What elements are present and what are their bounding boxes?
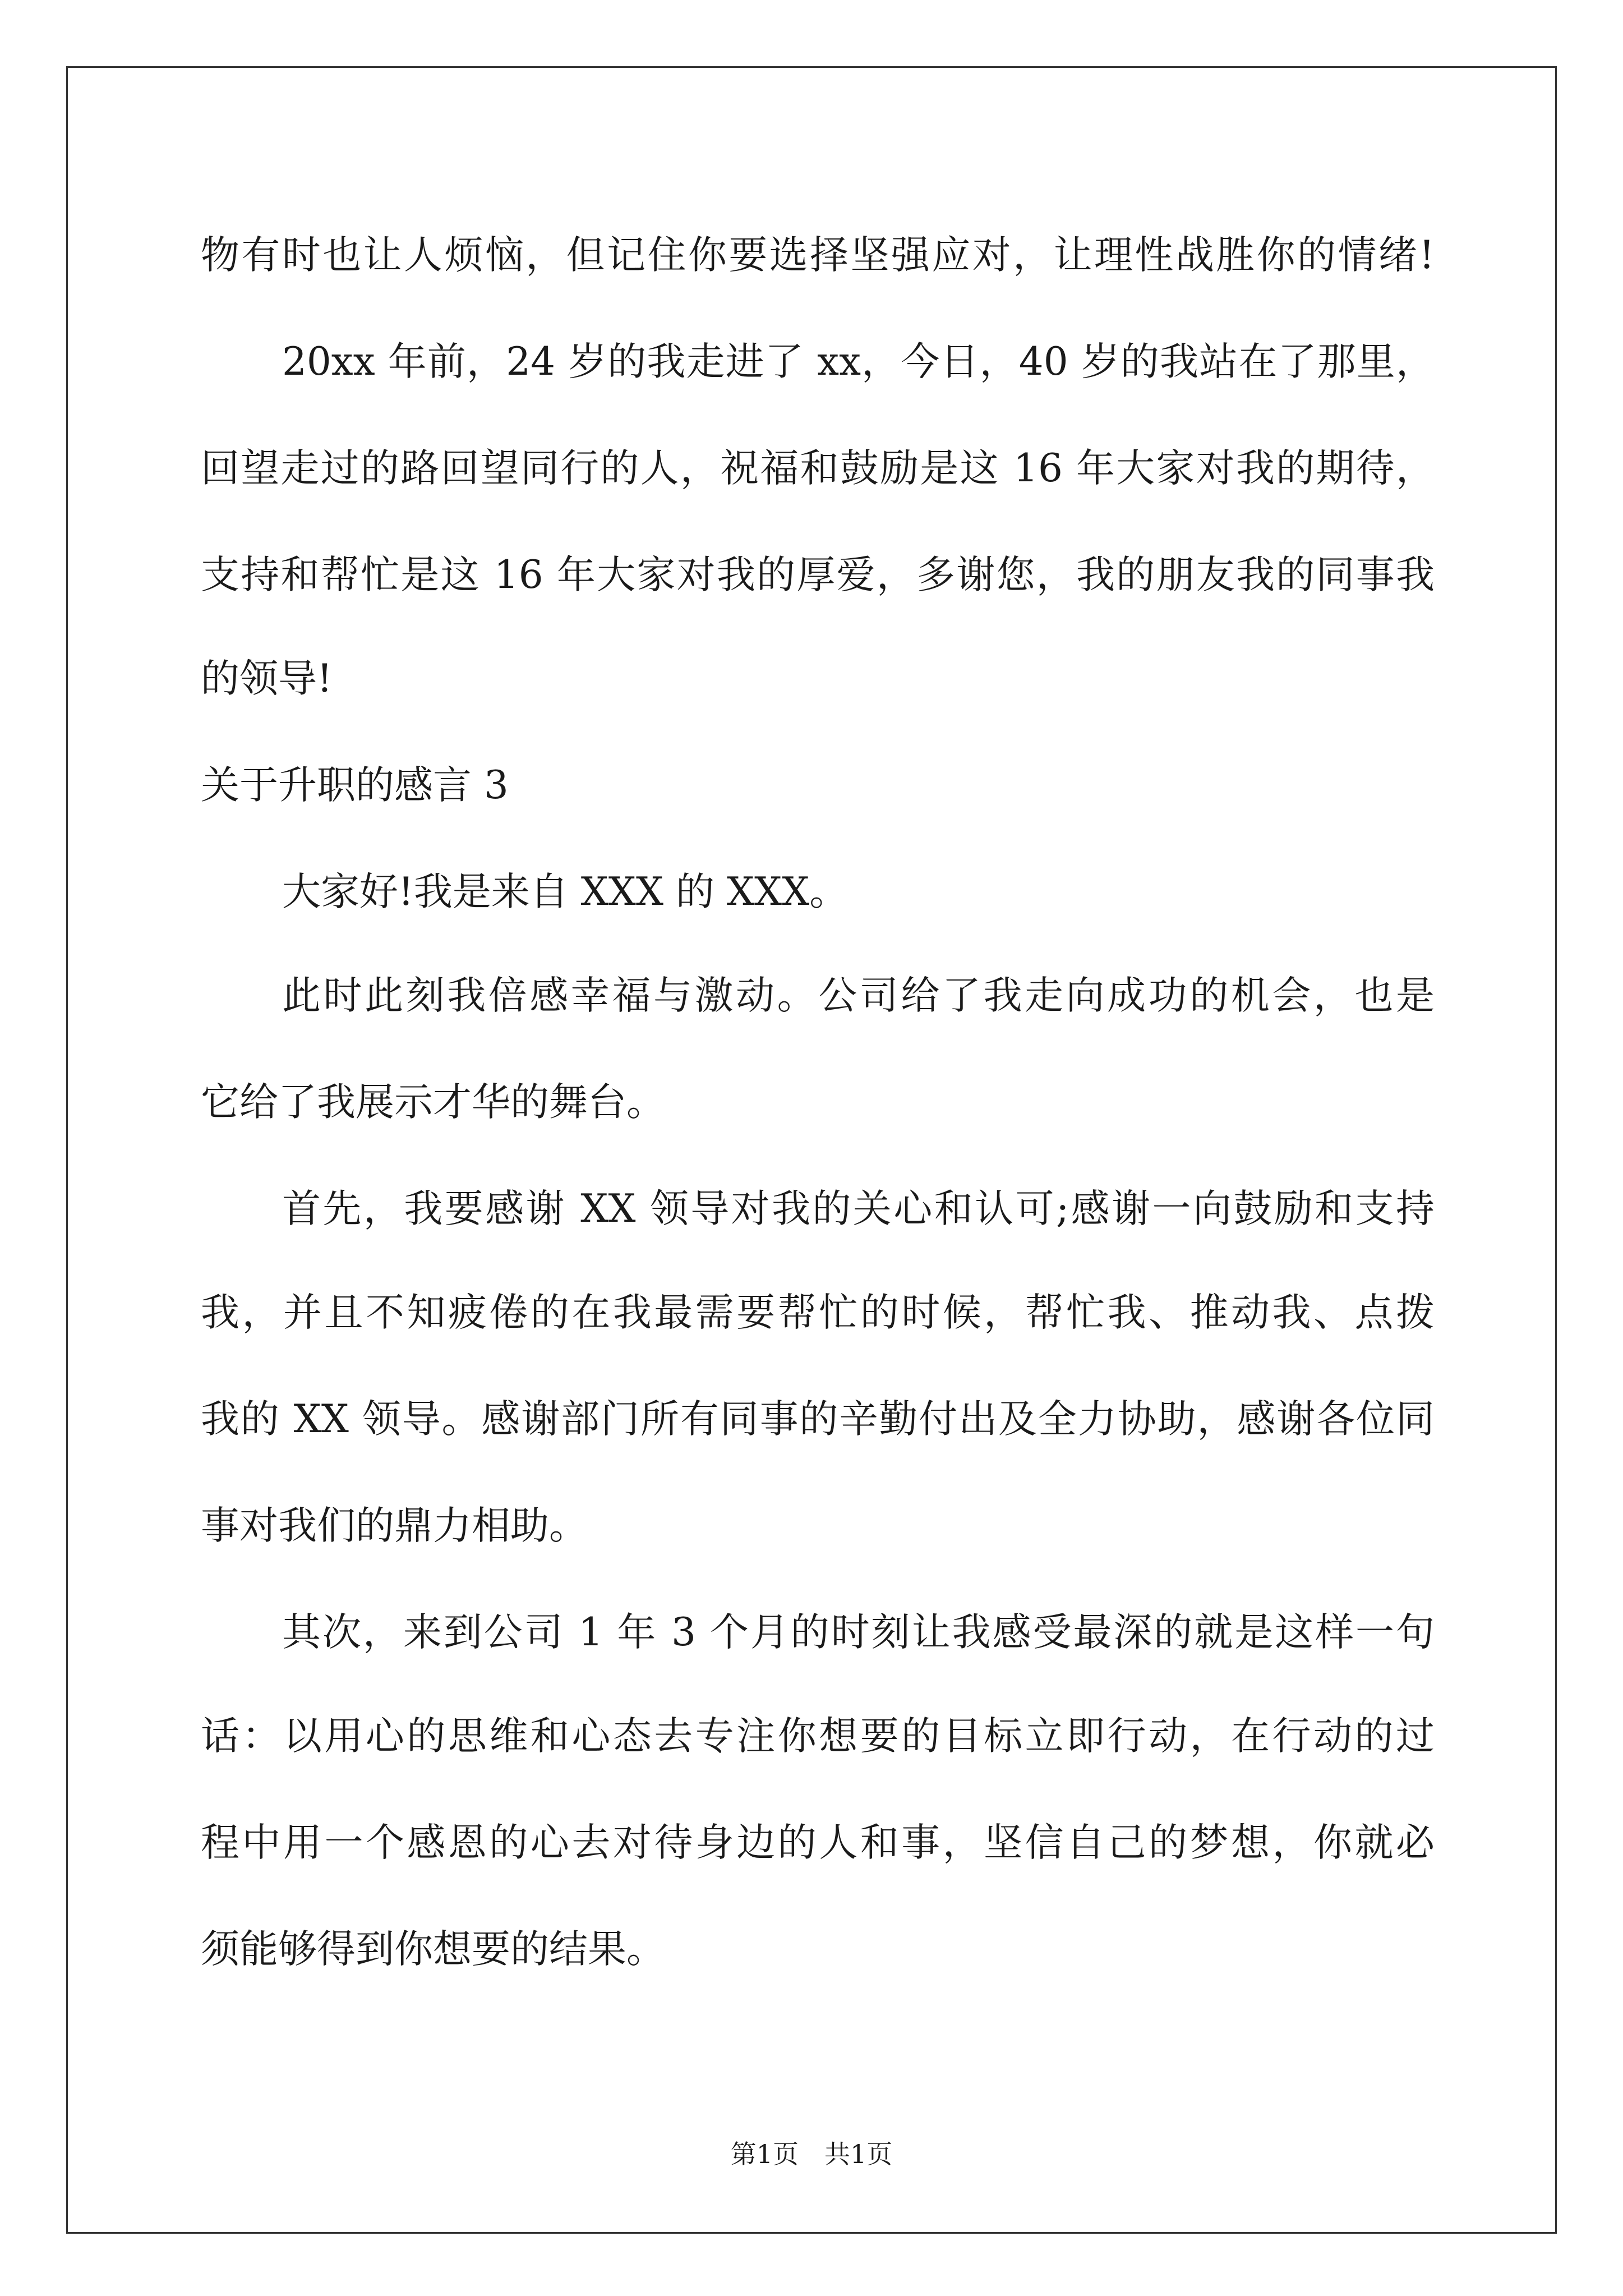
paragraph-start-line: 其次，来到公司 1 年 3 个月的时刻让我感受最深的就是这样一句: [282, 1610, 1435, 1655]
paragraph-start-line: 首先，我要感谢 XX 领导对我的关心和认可;感谢一向鼓励和支持: [282, 1186, 1435, 1231]
text-line: 我，并且不知疲倦的在我最需要帮忙的时候，帮忙我、推动我、点拨: [201, 1290, 1435, 1335]
section-heading: 关于升职的感言 3: [201, 763, 509, 808]
text-line: 程中用一个感恩的心去对待身边的人和事，坚信自己的梦想，你就必: [201, 1820, 1435, 1865]
paragraph-start-line: 此时此刻我倍感幸福与激动。公司给了我走向成功的机会，也是: [282, 973, 1435, 1018]
paragraph-start-line: 20xx 年前，24 岁的我走进了 xx，今日，40 岁的我站在了那里，: [282, 339, 1435, 384]
text-line: 我的 XX 领导。感谢部门所有同事的辛勤付出及全力协助，感谢各位同: [201, 1397, 1435, 1442]
page-border: [66, 66, 1557, 2234]
text-line: 它给了我展示才华的舞台。: [201, 1080, 665, 1125]
text-line: 话：以用心的思维和心态去专注你想要的目标立即行动，在行动的过: [201, 1714, 1435, 1759]
text-line: 支持和帮忙是这 16 年大家对我的厚爱，多谢您，我的朋友我的同事我: [201, 553, 1435, 597]
text-line: 回望走过的路回望同行的人，祝福和鼓励是这 16 年大家对我的期待，: [201, 446, 1435, 491]
text-line: 须能够得到你想要的结果。: [201, 1927, 665, 1972]
text-line: 的领导!: [201, 656, 333, 701]
text-line: 物有时也让人烦恼，但记住你要选择坚强应对，让理性战胜你的情绪!: [201, 233, 1435, 278]
text-line: 事对我们的鼎力相助。: [201, 1503, 588, 1548]
page-number-footer: 第1页 共1页: [730, 2139, 893, 2169]
greeting-line: 大家好!我是来自 XXX 的 XXX。: [282, 869, 849, 914]
